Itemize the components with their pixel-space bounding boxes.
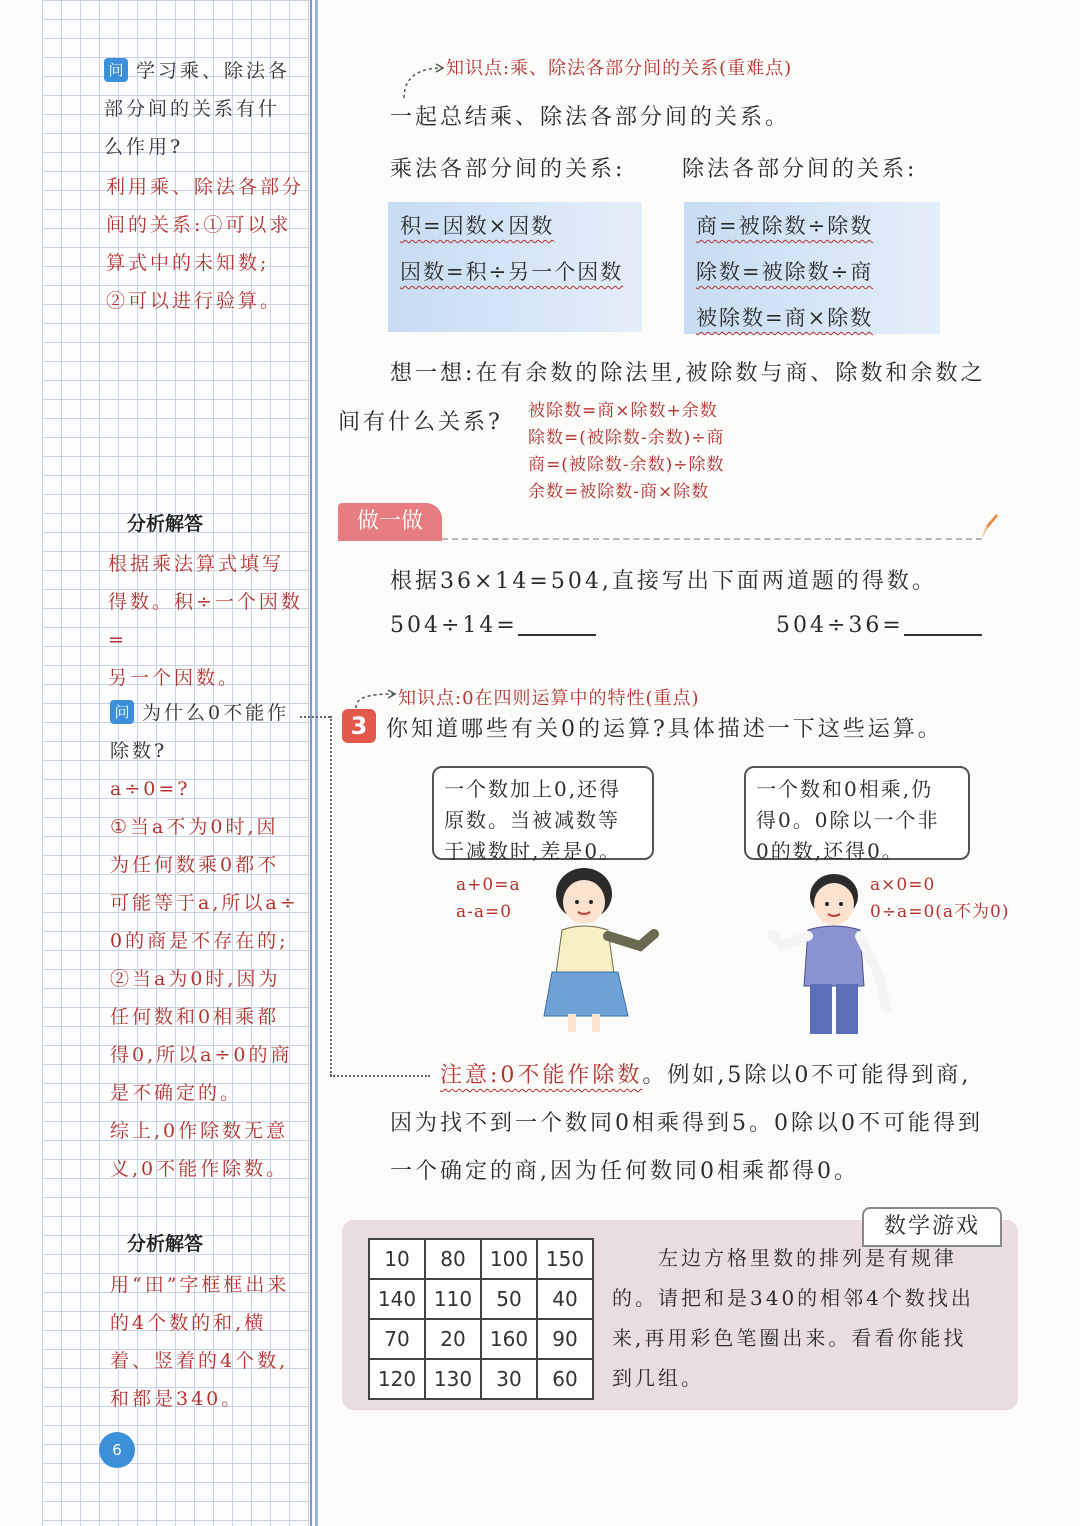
boy-formulas: a×0=0 0÷a=0(a不为0) bbox=[870, 875, 1010, 922]
grid-row bbox=[369, 1319, 593, 1359]
connector-line bbox=[300, 716, 330, 718]
intro-text: 一起总结乘、除法各部分间的关系。 bbox=[390, 105, 791, 130]
math-game-instructions: 左边方格里数的排列是有规律 的。请把和是340的相邻4个数找出 来,再用彩色笔圈出来。看看你能找 到几组。 bbox=[612, 1246, 974, 1390]
note-line-1: 注意:0不能作除数。例如,5除以0不可能得到商, bbox=[440, 1063, 972, 1088]
exercise-2: 504÷36= bbox=[776, 612, 982, 638]
knowledge-point-2: 知识点:0在四则运算中的特性(重点) bbox=[398, 688, 700, 709]
knowledge-point-1: 知识点:乘、除法各部分间的关系(重难点) bbox=[446, 58, 793, 79]
boy-speech-bubble: 一个数和0相乘,仍 得0。0除以一个非 0的数,还得0。 bbox=[744, 766, 970, 860]
analysis-heading-1: 分析解答 bbox=[127, 513, 204, 535]
page-spine bbox=[315, 0, 318, 1526]
mult-relations-box bbox=[388, 202, 642, 332]
divider bbox=[442, 538, 982, 540]
girl-speech-bubble: 一个数加上0,还得 原数。当被减数等 于减数时,差是0。 bbox=[432, 766, 654, 860]
grid-row bbox=[369, 1239, 593, 1279]
grid-cell[interactable]: 90 bbox=[537, 1319, 593, 1359]
note-line-3: 一个确定的商,因为任何数同0相乘都得0。 bbox=[390, 1159, 859, 1184]
number-grid bbox=[368, 1238, 594, 1400]
div-relation: 商=被除数÷除数 bbox=[696, 214, 874, 238]
question-3-text: 你知道哪些有关0的运算?具体描述一下这些运算。 bbox=[386, 717, 943, 742]
margin-answer-1: 利用乘、除法各部分 间的关系:①可以求 算式中的未知数; ②可以进行验算。 bbox=[106, 176, 305, 312]
grid-cell[interactable]: 30 bbox=[481, 1359, 537, 1399]
div-relations-box bbox=[684, 202, 940, 334]
grid-cell[interactable]: 140 bbox=[369, 1279, 425, 1319]
think-question-line-1: 想一想:在有余数的除法里,被除数与商、除数和余数之 bbox=[390, 361, 986, 386]
think-question-line-2: 间有什么关系? bbox=[338, 410, 503, 435]
question-number-badge: 3 bbox=[342, 709, 376, 743]
grid-cell[interactable]: 80 bbox=[425, 1239, 481, 1279]
margin-question-2: 问 为什么0不能作 除数? bbox=[110, 702, 290, 762]
math-game-title: 数学游戏 bbox=[862, 1207, 1002, 1247]
analysis-answer-1: 根据乘法算式填写 得数。积÷一个因数= 另一个因数。 bbox=[108, 553, 303, 689]
exercise-1: 504÷14= bbox=[390, 612, 596, 638]
mult-relation: 因数=积÷另一个因数 bbox=[400, 260, 624, 284]
girl-formulas: a+0=a a-a=0 bbox=[456, 875, 521, 922]
connector-line bbox=[330, 716, 332, 1076]
margin-answer-2: a÷0=? ①当a不为0时,因 为任何数乘0都不 可能等于a,所以a÷ 0的商是不存在的; ②当a为0时,因为 任何数和0相乘都 得0,所以a÷0的商 是不确定的。 综上,0作除数无意 义,0不能作除数。 bbox=[110, 778, 299, 1180]
grid-cell[interactable]: 120 bbox=[369, 1359, 425, 1399]
grid-cell[interactable]: 20 bbox=[425, 1319, 481, 1359]
grid-cell[interactable]: 40 bbox=[537, 1279, 593, 1319]
grid-cell[interactable]: 10 bbox=[369, 1239, 425, 1279]
answer-blank[interactable] bbox=[518, 612, 596, 636]
grid-row bbox=[369, 1359, 593, 1399]
grid-cell[interactable]: 50 bbox=[481, 1279, 537, 1319]
note-label: 注意:0不能作除数 bbox=[440, 1063, 643, 1088]
mult-heading: 乘法各部分间的关系: bbox=[390, 157, 626, 182]
margin-question-1: 问 学习乘、除法各 部分间的关系有什 么作用? bbox=[104, 60, 291, 158]
analysis-heading-2: 分析解答 bbox=[127, 1233, 204, 1255]
div-heading: 除法各部分间的关系: bbox=[682, 157, 918, 182]
remainder-relations: 被除数=商×除数+余数 除数=(被除数-余数)÷商 商=(被除数-余数)÷除数 余数=被除数-商×除数 bbox=[528, 401, 725, 502]
mult-relation: 积=因数×因数 bbox=[400, 214, 555, 238]
grid-cell[interactable]: 60 bbox=[537, 1359, 593, 1399]
page-number: 6 bbox=[99, 1432, 135, 1468]
note-line-2: 因为找不到一个数同0相乘得到5。0除以0不可能得到 bbox=[390, 1111, 983, 1136]
grid-cell[interactable]: 70 bbox=[369, 1319, 425, 1359]
grid-cell[interactable]: 150 bbox=[537, 1239, 593, 1279]
practice-prompt: 根据36×14=504,直接写出下面两道题的得数。 bbox=[390, 569, 937, 594]
div-relation: 除数=被除数÷商 bbox=[696, 260, 874, 284]
analysis-answer-2: 用“田”字框框出来 的4个数的和,横 着、竖着的4个数, 和都是340。 bbox=[110, 1274, 290, 1410]
answer-blank[interactable] bbox=[904, 612, 982, 636]
boy-illustration bbox=[768, 868, 898, 1038]
grid-cell[interactable]: 130 bbox=[425, 1359, 481, 1399]
question-badge-icon: 问 bbox=[104, 58, 128, 82]
pointer-arrow-icon bbox=[398, 58, 446, 102]
connector-line bbox=[330, 1075, 430, 1077]
grid-row bbox=[369, 1279, 593, 1319]
practice-label: 做一做 bbox=[338, 503, 442, 541]
div-relation: 被除数=商×除数 bbox=[696, 306, 874, 330]
girl-illustration bbox=[530, 864, 670, 1034]
pencil-icon bbox=[978, 512, 1000, 542]
question-badge-icon: 问 bbox=[110, 700, 134, 724]
grid-cell[interactable]: 110 bbox=[425, 1279, 481, 1319]
grid-cell[interactable]: 160 bbox=[481, 1319, 537, 1359]
grid-cell[interactable]: 100 bbox=[481, 1239, 537, 1279]
